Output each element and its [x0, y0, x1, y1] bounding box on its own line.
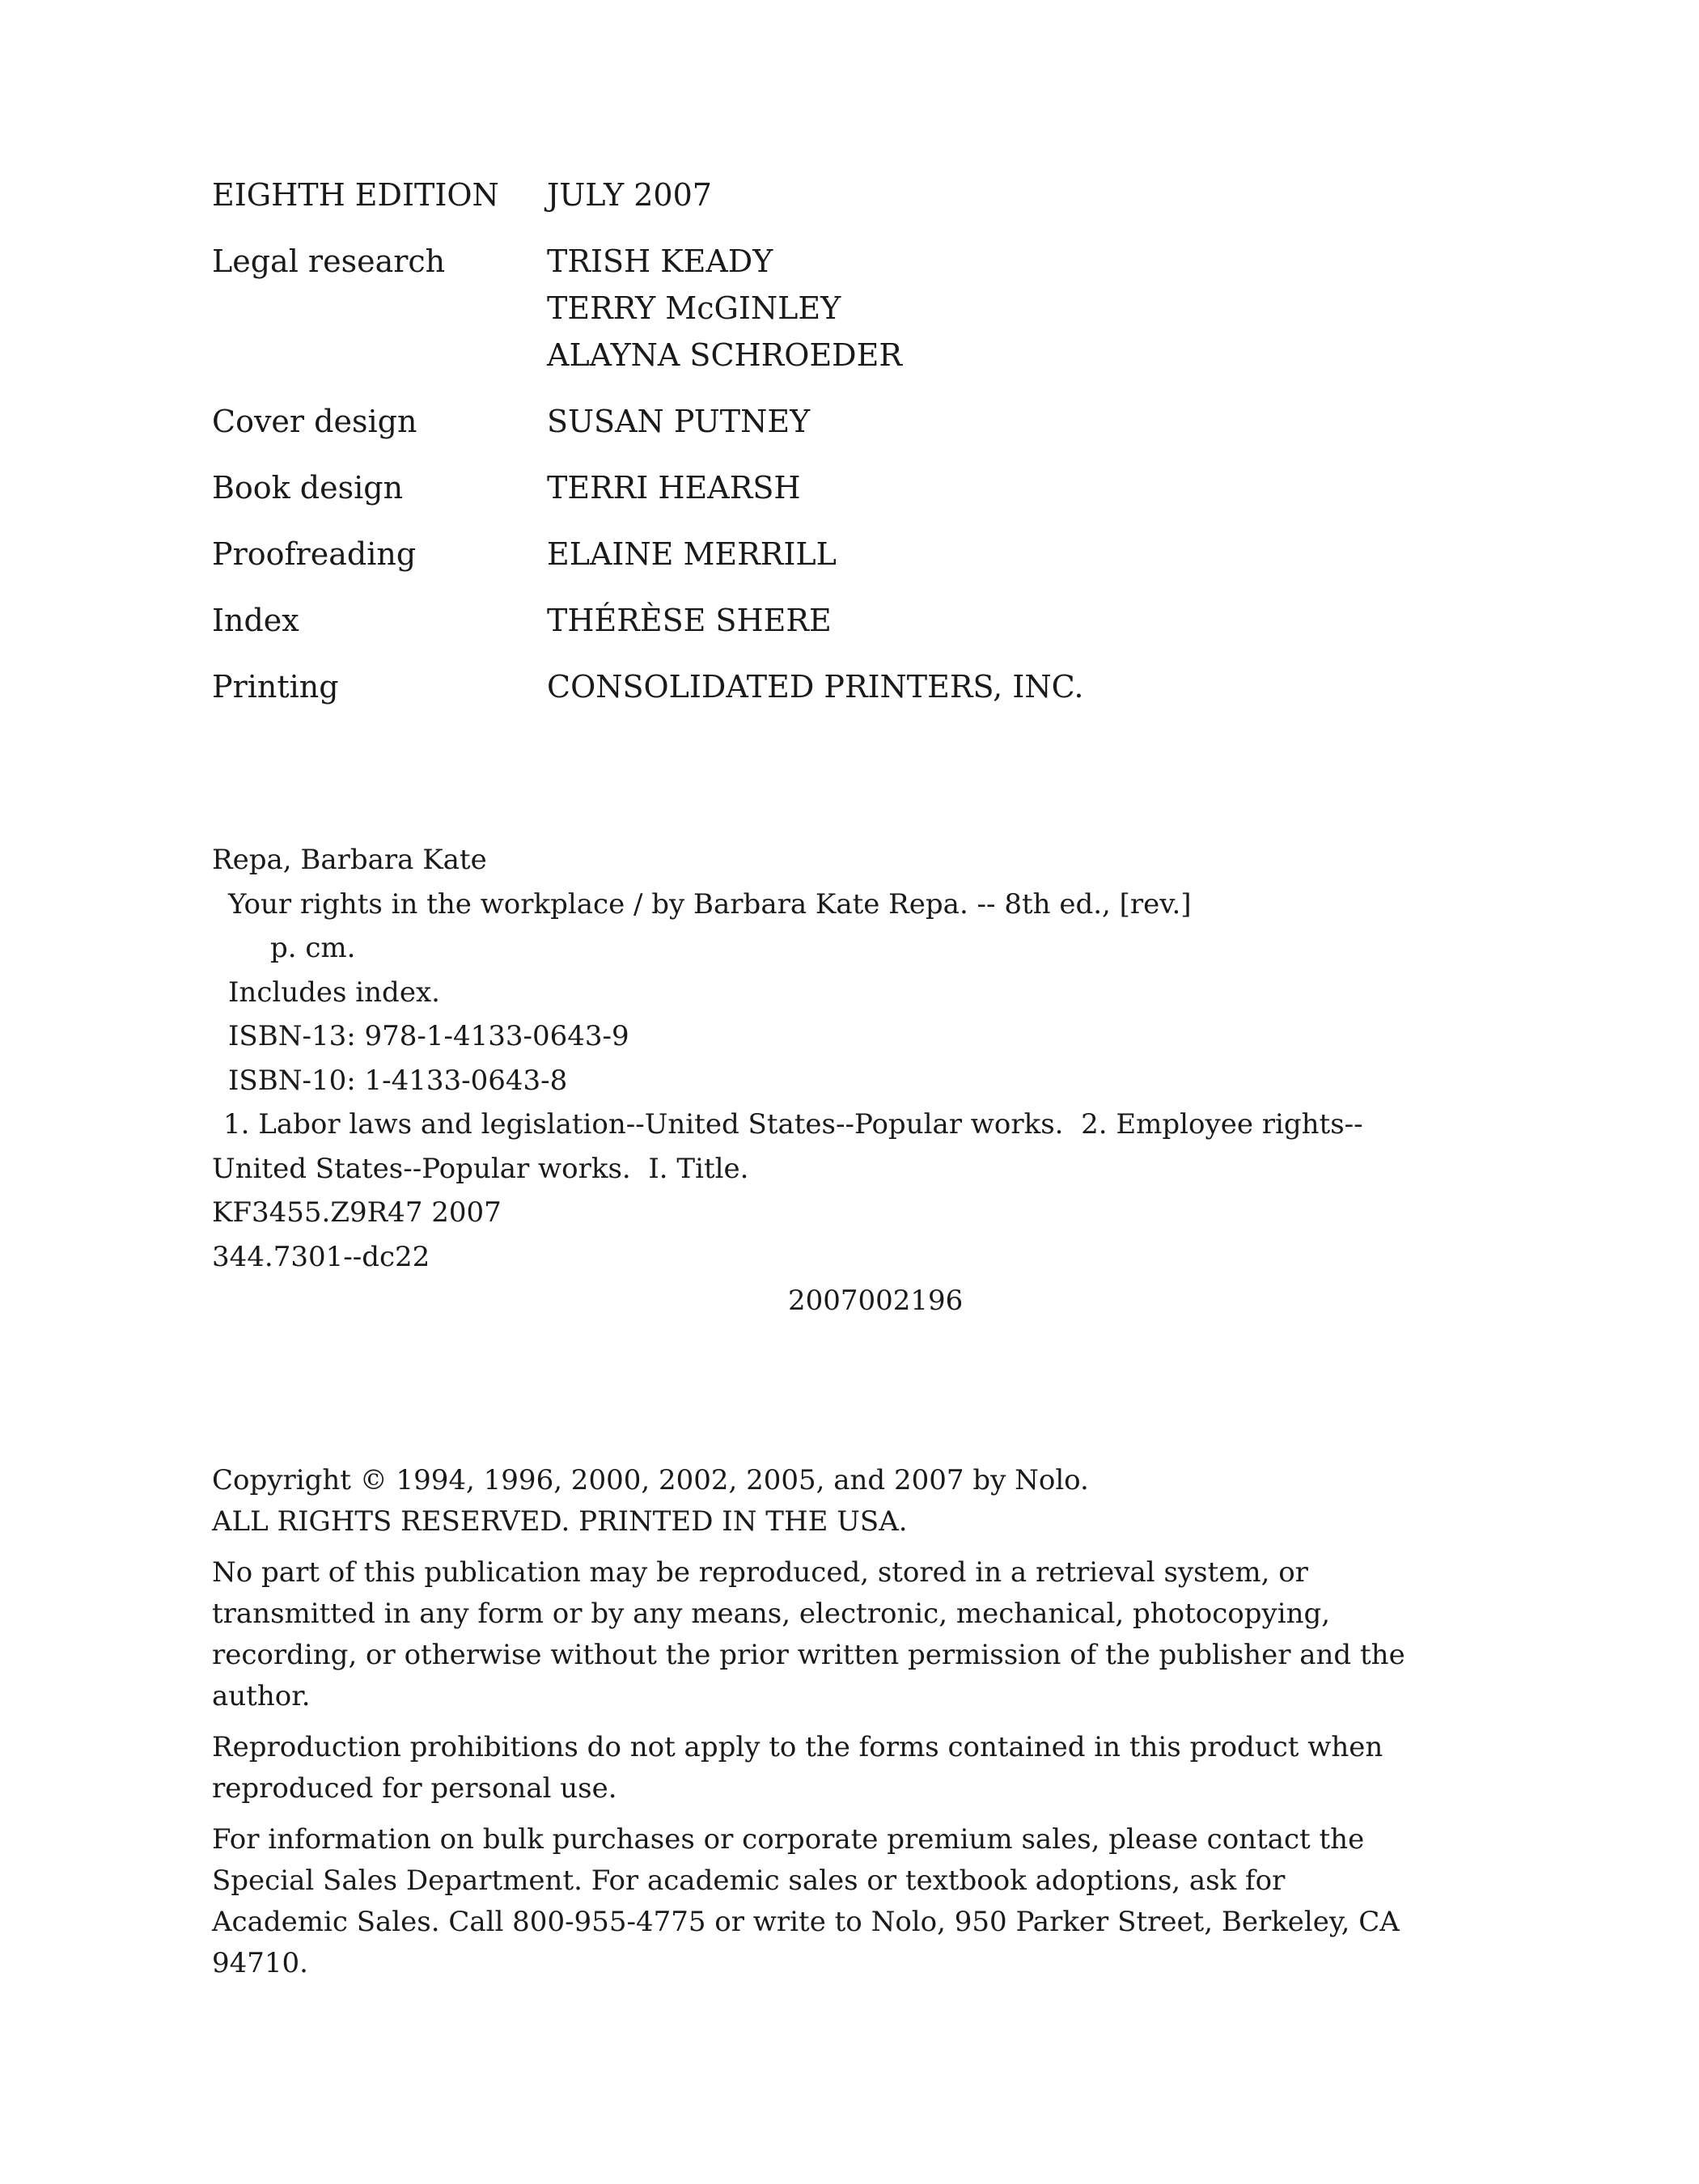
- catalog-lccn: 2007002196: [788, 1285, 964, 1317]
- credit-row-index: [212, 597, 1426, 644]
- catalog-lc-call: KF3455.Z9R47 2007: [212, 1196, 502, 1229]
- credit-row-edition: [212, 171, 1426, 218]
- copyright-line: Copyright © 1994, 1996, 2000, 2002, 2005, and 2007 by Nolo.: [212, 1464, 1089, 1496]
- credit-label: Legal research: [212, 243, 446, 279]
- cataloging-record: [212, 838, 1426, 1323]
- credit-label: Cover design: [212, 404, 417, 439]
- catalog-title: Your rights in the workplace / by Barbara Kate Repa. -- 8th ed., [rev.]: [228, 887, 1192, 921]
- credit-row-cover-design: [212, 398, 1426, 445]
- credit-value: SUSAN PUTNEY: [547, 404, 811, 439]
- credit-value: ALAYNA SCHROEDER: [547, 337, 903, 373]
- credit-label: Index: [212, 603, 299, 638]
- credit-value: CONSOLIDATED PRINTERS, INC.: [547, 669, 1084, 705]
- catalog-isbn10: ISBN-10: 1-4133-0643-8: [228, 1064, 568, 1097]
- credit-label: Book design: [212, 470, 404, 506]
- credits-block: [212, 171, 1426, 730]
- forms-exception-notice: Reproduction prohibitions do not apply to the forms contained in this product when reproduced for personal use.: [212, 1731, 1383, 1805]
- credit-value: TERRI HEARSH: [547, 470, 801, 506]
- rights-reserved-line: ALL RIGHTS RESERVED. PRINTED IN THE USA.: [212, 1505, 908, 1538]
- credit-row-legal-research: [212, 238, 1426, 379]
- credit-row-proofreading: [212, 531, 1426, 578]
- catalog-author: Repa, Barbara Kate: [212, 844, 487, 876]
- credit-value: THÉRÈSE SHERE: [547, 603, 832, 638]
- catalog-physical: p. cm.: [270, 932, 356, 964]
- credit-label: EIGHTH EDITION: [212, 177, 499, 213]
- credit-value: TRISH KEADY: [547, 243, 773, 279]
- catalog-dewey: 344.7301--dc22: [212, 1240, 430, 1273]
- catalog-isbn13: ISBN-13: 978-1-4133-0643-9: [228, 1020, 629, 1052]
- reproduction-notice: No part of this publication may be reproduced, stored in a retrieval system, or transmitted in any form or by any means, electronic, mechanical, photocopying, recording, or otherwise without the prior written permission of the publisher and the author.: [212, 1556, 1405, 1712]
- credit-row-printing: [212, 663, 1426, 710]
- credit-label: Proofreading: [212, 536, 417, 572]
- bulk-sales-notice: For information on bulk purchases or corporate premium sales, please contact the Special Sales Department. For academic sales or textbook adoptions, ask for Academic Sales. Call 800-955-4775 or write to Nolo, 950 Parker Street, Berkeley, CA 94710.: [212, 1823, 1400, 1979]
- catalog-subjects-2: United States--Popular works. I. Title.: [212, 1152, 749, 1185]
- credit-value: TERRY McGINLEY: [547, 290, 841, 326]
- catalog-subjects-1: 1. Labor laws and legislation--United States--Popular works. 2. Employee rights--: [223, 1108, 1363, 1141]
- credit-value: ELAINE MERRILL: [547, 536, 837, 572]
- catalog-note: Includes index.: [228, 976, 440, 1009]
- copyright-block: [212, 1460, 1426, 1994]
- credit-value: JULY 2007: [547, 177, 712, 213]
- credit-label: Printing: [212, 669, 339, 705]
- credit-row-book-design: [212, 464, 1426, 511]
